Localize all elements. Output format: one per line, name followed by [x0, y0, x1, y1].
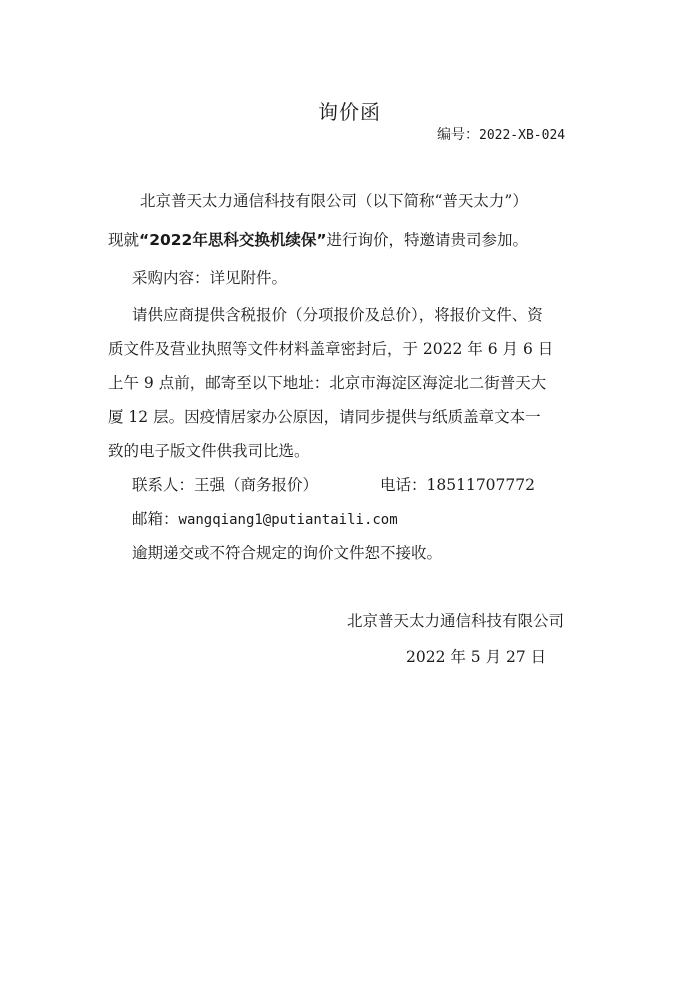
- quote-line-2: 质文件及营业执照等文件材料盖章密封后，于 2022 年 6 月 6 日: [108, 340, 554, 358]
- quote-line-4: 厦 12 层。因疫情居家办公原因，请同步提供与纸质盖章文本一: [108, 408, 541, 426]
- late-submission-notice: 逾期递交或不符合规定的询价文件恕不接收。: [132, 544, 443, 562]
- email: [132, 509, 398, 530]
- phone-label: 电话：: [380, 476, 427, 494]
- email-label: 邮箱：: [132, 510, 179, 528]
- purchase-content: 采购内容：详见附件。: [132, 269, 288, 287]
- phone: [380, 475, 535, 495]
- quote-line-3: 上午 9 点前，邮寄至以下地址：北京市海淀区海淀北二街普天大: [108, 374, 547, 392]
- quote-line-1: 请供应商提供含税报价（分项报价及总价），将报价文件、资: [132, 306, 543, 324]
- intro-prefix: 现就: [108, 231, 140, 249]
- signature-company: 北京普天太力通信科技有限公司: [347, 612, 565, 630]
- intro-line-1: 北京普天太力通信科技有限公司（以下简称“普天太力”）: [140, 192, 528, 210]
- reference-number: [437, 126, 565, 145]
- document-title: 询价函: [318, 100, 381, 124]
- quote-line-5: 致的电子版文件供我司比选。: [108, 442, 310, 460]
- phone-number: 18511707772: [426, 476, 535, 494]
- intro-line-2: [108, 230, 528, 250]
- signature-date: 2022 年 5 月 27 日: [406, 648, 547, 666]
- contact-person: 联系人：王强（商务报价）: [132, 476, 319, 494]
- reference-value: 2022-XB-024: [479, 128, 566, 143]
- email-address: wangqiang1@putiantaili.com: [178, 512, 398, 528]
- intro-suffix: 进行询价，特邀请贵司参加。: [326, 231, 529, 249]
- project-name: “2022年思科交换机续保”: [139, 231, 327, 249]
- reference-label: 编号：: [437, 127, 479, 143]
